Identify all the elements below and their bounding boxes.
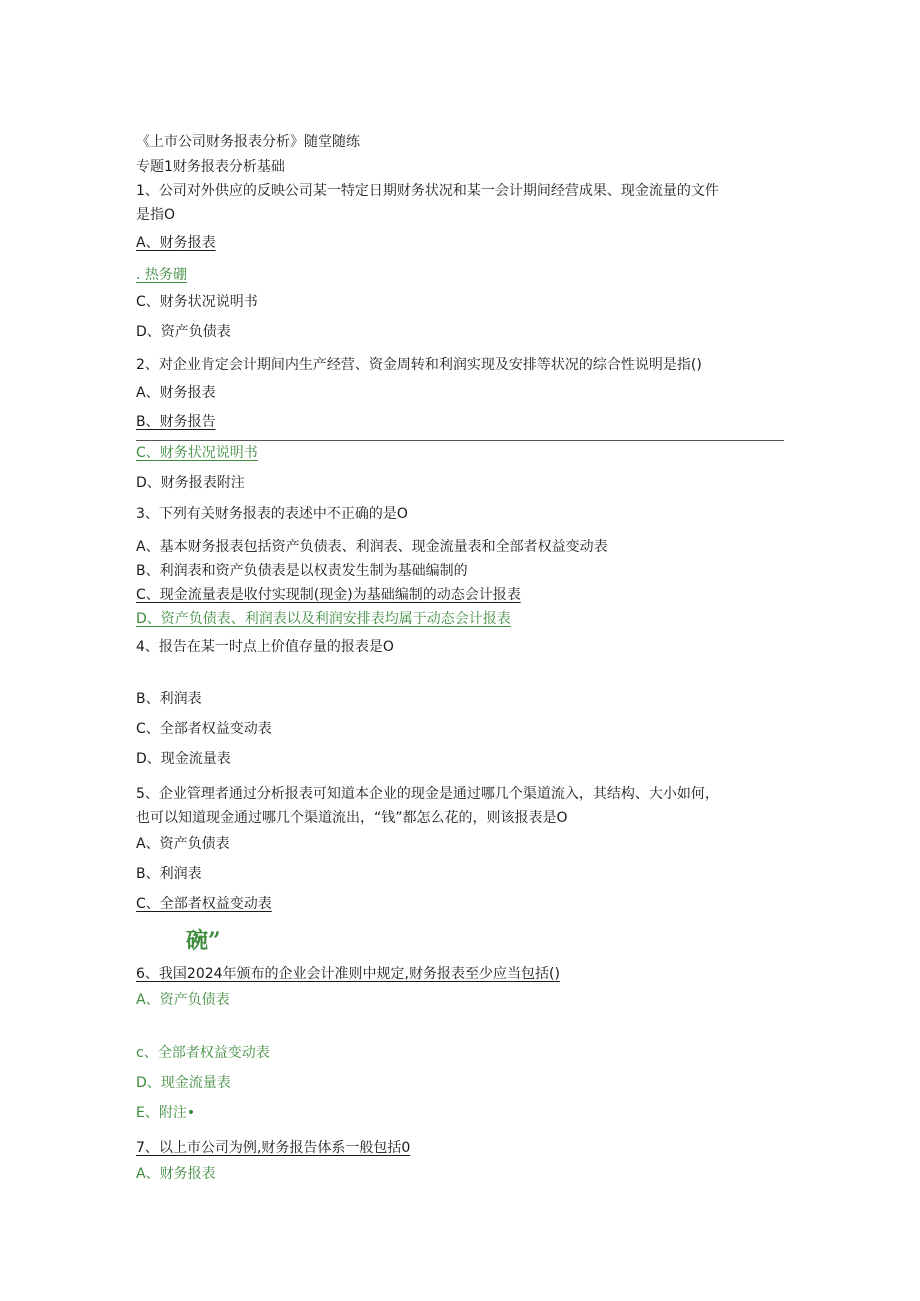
question-3-option-b: B、利润表和资产负债表是以权责发生制为基础编制的 [136,563,468,579]
question-2-option-a: A、财务报表 [136,385,216,401]
question-1-option-b: . 热务硼 [136,267,187,283]
question-4-option-d: D、现金流量表 [136,751,231,767]
question-7-option-a: A、财务报表 [136,1166,216,1182]
horizontal-rule [136,440,784,441]
question-3-stem: 3、下列有关财务报表的表述中不正确的是O [136,506,408,522]
question-4-option-c: C、全部者权益变动表 [136,721,272,737]
document-title: 《上市公司财务报表分析》随堂随练 [136,134,360,150]
question-6-option-c: c、全部者权益变动表 [136,1045,270,1061]
question-2-option-c: C、财务状况说明书 [136,445,258,461]
question-7-stem: 7、以上市公司为例,财务报告体系一般包括0 [136,1140,411,1156]
question-4-option-b: B、利润表 [136,691,202,707]
question-3-option-d: D、资产负债表、利润表以及利润安排表均属于动态会计报表 [136,611,511,627]
question-6-option-a: A、资产负债表 [136,992,230,1008]
question-6-option-d: D、现金流量表 [136,1075,231,1091]
question-1-option-d: D、资产负债表 [136,324,231,340]
question-3-option-a: A、基本财务报表包括资产负债表、利润表、现金流量表和全部者权益变动表 [136,539,608,555]
question-1-option-a: A、财务报表 [136,235,216,251]
question-1-option-c: C、财务状况说明书 [136,294,258,310]
question-5-option-c: C、全部者权益变动表 [136,896,272,912]
question-1-stem: 1、公司对外供应的反映公司某一特定日期财务状况和某一会计期间经营成果、现金流量的文件 [136,183,719,199]
question-2-stem: 2、对企业肯定会计期间内生产经营、资金周转和利润实现及安排等状况的综合性说明是指() [136,357,702,373]
garbled-glyph: 碗” [186,928,221,954]
question-6-stem: 6、我国2024年颁布的企业会计准则中规定,财务报表至少应当包括() [136,966,560,982]
question-5-option-b: B、利润表 [136,866,202,882]
question-4-stem: 4、报告在某一时点上价值存量的报表是O [136,639,394,655]
question-2-option-d: D、财务报表附注 [136,475,245,491]
question-5-stem-cont: 也可以知道现金通过哪几个渠道流出，“钱”都怎么花的，则该报表是O [136,810,568,826]
topic-heading: 专题1财务报表分析基础 [136,159,285,175]
question-6-option-e: E、附注• [136,1105,196,1121]
question-5-option-a: A、资产负债表 [136,836,230,852]
question-3-option-c: C、现金流量表是收付实现制(现金)为基础编制的动态会计报表 [136,587,521,603]
question-5-stem: 5、企业管理者通过分析报表可知道本企业的现金是通过哪几个渠道流入，其结构、大小如何， [136,786,719,802]
question-2-option-b: B、财务报告 [136,414,216,430]
question-1-stem-cont: 是指O [136,207,176,223]
